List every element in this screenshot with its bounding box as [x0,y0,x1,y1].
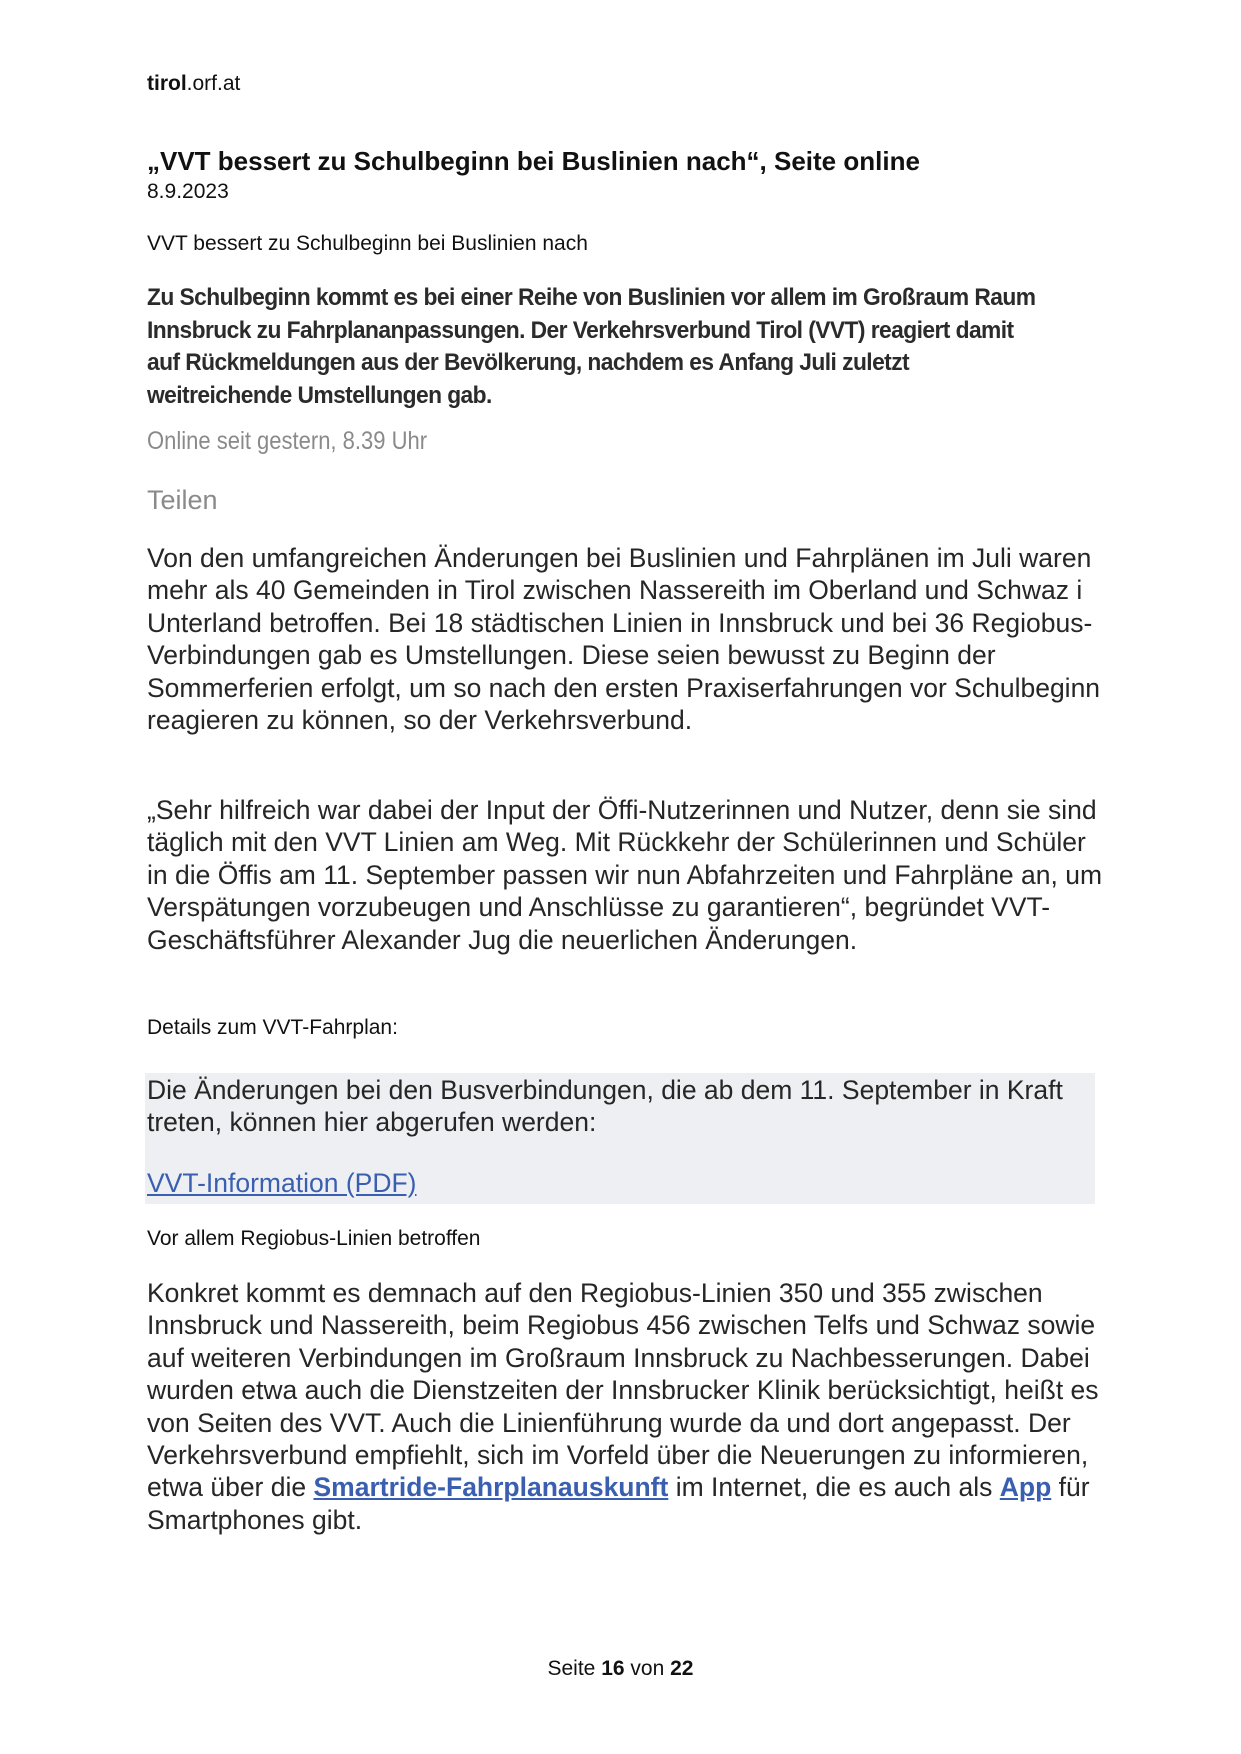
details-heading: Details zum VVT-Fahrplan: [147,1016,398,1039]
paragraph-3-text-a: Konkret kommt es demnach auf den Regiobus-Linien 350 und 355 zwischen Innsbruck und Nassereith, beim Regiobus 456 zwischen Telfs und Schwaz sowie auf weiteren Verbindungen im Großraum Innsbruck zu Nachbesserungen. Dabei wurden etwa auch die Dienstzeiten der Innsbrucker Klinik berücksichtigt, heißt es von Seiten des VVT. Auch die Linienführung wurde da und dort angepasst. Der Verkehrsverbund empfiehlt, sich im Vorfeld über die Neuerungen zu informieren, etwa über die [147,1278,1099,1503]
source-name-bold: tirol [147,72,187,95]
article-lead: Zu Schulbeginn kommt es bei einer Reihe von Buslinien vor allem im Großraum Raum Innsbruck zu Fahrplananpassungen. Der Verkehrsverbund Tirol (VVT) reagiert damit auf Rückmeldungen aus der Bevölkerung, nachdem es Anfang Juli zuletzt weitreichende Umstellungen gab. [147,284,1036,409]
article-kicker: VVT bessert zu Schulbeginn bei Buslinien nach [147,232,588,255]
article-headline: „VVT bessert zu Schulbeginn bei Buslinien nach“, Seite online [147,146,920,176]
footer-prefix: Seite [547,1657,596,1680]
page-footer [0,1657,1241,1681]
source-domain: .orf.at [186,72,241,95]
paragraph-2: „Sehr hilfreich war dabei der Input der Öffi-Nutzerinnen und Nutzer, denn sie sind täglich mit den VVT Linien am Weg. Mit Rückkehr der Schülerinnen und Schüler in die Öffis am 11. September passen wir nun Abfahrzeiten und Fahrpläne an, um Verspätungen vorzubeugen und Anschlüsse zu garantieren“, begründet VVT-Geschäftsführer Alexander Jug die neuerlichen Änderungen. [147,795,1103,955]
section-heading: Vor allem Regiobus-Linien betroffen [147,1227,481,1250]
footer-current-page: 16 [601,1657,625,1680]
info-box-text: Die Änderungen bei den Busverbindungen, die ab dem 11. September in Kraft treten, können hier abgerufen werden: [147,1075,1063,1138]
source-label [147,72,240,96]
publish-time: Online seit gestern, 8.39 Uhr [147,427,428,455]
smartride-link[interactable]: Smartride-Fahrplanauskunft [313,1472,669,1503]
paragraph-3-text-c: für Smartphones gibt. [147,1472,1090,1535]
footer-total-pages: 22 [670,1657,694,1680]
article-date: 8.9.2023 [147,180,229,203]
footer-middle: von [630,1657,665,1680]
vvt-information-pdf-link[interactable]: VVT-Information (PDF) [147,1168,417,1198]
share-button[interactable]: Teilen [147,485,218,515]
paragraph-3 [147,1277,1107,1536]
paragraph-3-text-b: im Internet, die es auch als [668,1472,1000,1503]
paragraph-1: Von den umfangreichen Änderungen bei Buslinien und Fahrplänen im Juli waren mehr als 40 Gemeinden in Tirol zwischen Nassereith im Oberland und Schwaz i Unterland betroffen. Bei 18 städtischen Linien in Innsbruck und bei 36 Regiobus-Verbindungen gab es Umstellungen. Diese seien bewusst zu Beginn der Sommerferien erfolgt, um so nach den ersten Praxiserfahrungen vor Schulbeginn reagieren zu können, so der Verkehrsverbund. [147,543,1101,736]
app-link[interactable]: App [999,1472,1052,1503]
